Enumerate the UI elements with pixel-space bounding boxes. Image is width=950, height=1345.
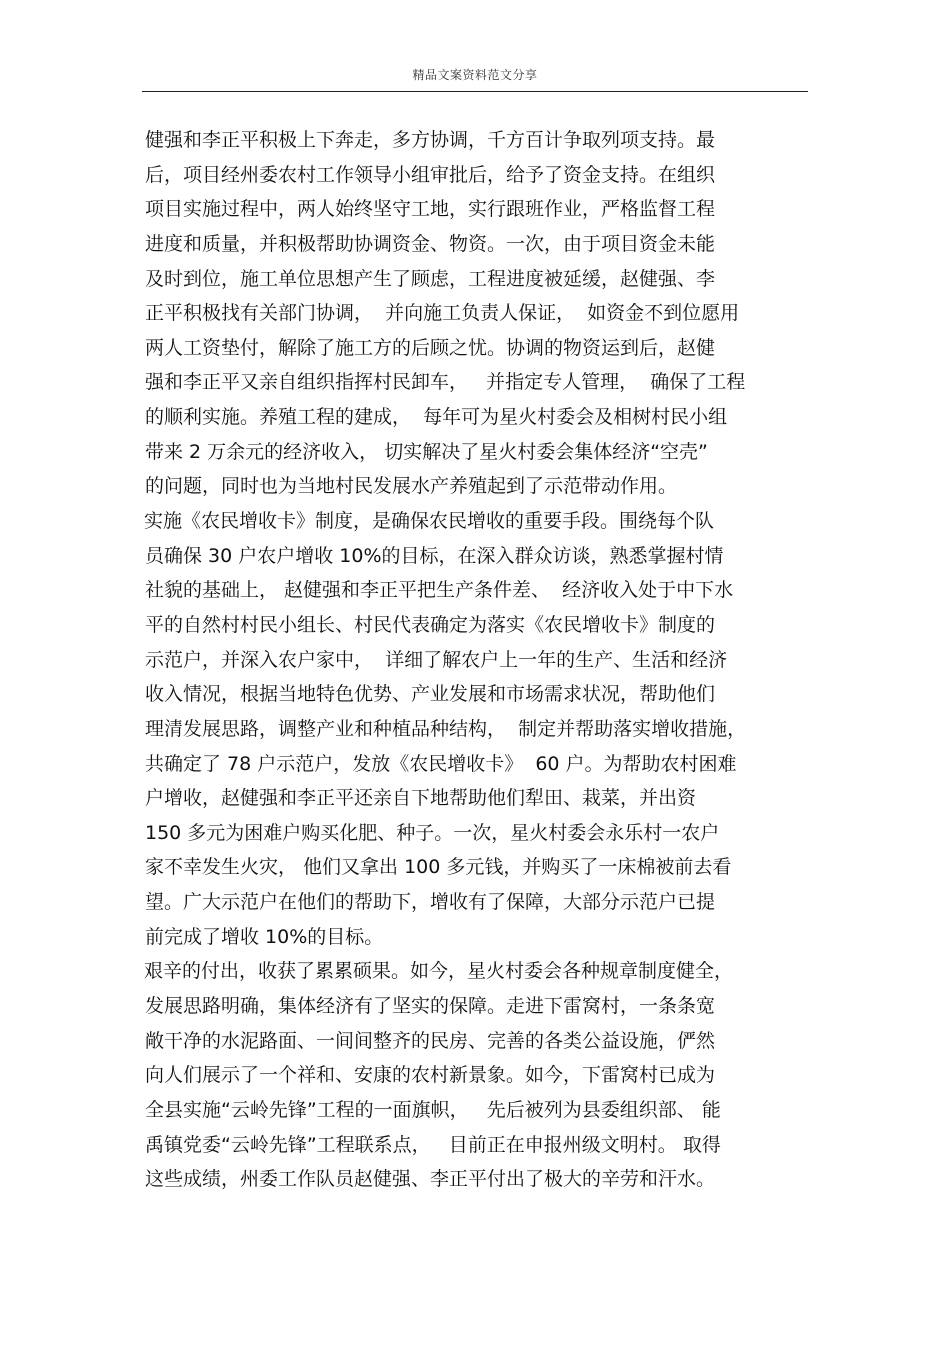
body-text <box>145 123 815 1197</box>
text-line: 家不幸发生火灾， 他们又拿出 100 多元钱，并购买了一床棉被前去看 <box>145 856 732 879</box>
text-line: 示范户，并深入农户家中， 详细了解农户上一年的生产、生活和经济 <box>145 648 728 671</box>
page-header: 精品文案资料范文分享 <box>412 68 538 82</box>
text-line: 全县实施“云岭先锋”工程的一面旗帜， 先后被列为县委组织部、 能 <box>145 1098 721 1121</box>
text-line: 望。广大示范户在他们的帮助下，增收有了保障，大部分示范户已提 <box>145 891 716 914</box>
text-line: 150 多元为困难户购买化肥、种子。一次，星火村委会永乐村一农户 <box>145 821 720 844</box>
text-line: 进度和质量，并积极帮助协调资金、物资。一次，由于项目资金未能 <box>145 232 716 255</box>
text-line: 的问题，同时也为当地村民发展水产养殖起到了示范带动作用。 <box>145 475 678 498</box>
text-line: 户增收，赵健强和李正平还亲自下地帮助他们犁田、栽菜，并出资 <box>145 787 697 810</box>
text-line: 健强和李正平积极上下奔走，多方协调，千方百计争取列项支持。最 <box>145 129 716 151</box>
text-line: 敞干净的水泥路面、一间间整齐的民房、完善的各类公益设施，俨然 <box>145 1029 716 1052</box>
text-line: 理清发展思路，调整产业和种植品种结构， 制定并帮助落实增收措施， <box>145 717 747 740</box>
text-line: 员确保 30 户农户增收 10%的目标，在深入群众访谈，熟悉掌握村情 <box>145 544 724 567</box>
paragraph-start-line: 实施《农民增收卡》制度，是确保农民增收的重要手段。围绕每个队 <box>144 510 715 533</box>
text-line: 前完成了增收 10%的目标。 <box>145 925 384 948</box>
text-line: 这些成绩，州委工作队员赵健强、李正平付出了极大的辛劳和汗水。 <box>145 1168 716 1191</box>
text-line: 共确定了 78 户示范户，发放《农民增收卡》 60 户。为帮助农村困难 <box>145 752 737 775</box>
text-line: 的顺利实施。养殖工程的建成， 每年可为星火村委会及相树村民小组 <box>145 406 728 429</box>
text-line: 后，项目经州委农村工作领导小组审批后，给予了资金支持。在组织 <box>145 163 716 186</box>
text-line: 及时到位，施工单位思想产生了顾虑，工程进度被延缓，赵健强、李 <box>145 267 716 290</box>
header-divider <box>142 91 808 92</box>
text-line: 向人们展示了一个祥和、安康的农村新景象。如今，下雷窝村已成为 <box>145 1064 716 1087</box>
paragraph-start-line: 艰辛的付出，收获了累累硕果。如今，星火村委会各种规章制度健全， <box>144 960 734 983</box>
text-line: 发展思路明确，集体经济有了坚实的保障。走进下雷窝村，一条条宽 <box>145 995 716 1018</box>
text-line: 项目实施过程中，两人始终坚守工地，实行跟班作业，严格监督工程 <box>145 198 716 221</box>
text-line: 平的自然村村民小组长、村民代表确定为落实《农民增收卡》制度的 <box>145 613 716 636</box>
text-line: 社貌的基础上， 赵健强和李正平把生产条件差、 经济收入处于中下水 <box>145 579 734 602</box>
text-line: 正平积极找有关部门协调， 并向施工负责人保证， 如资金不到位愿用 <box>145 302 740 325</box>
text-line: 带来 2 万余元的经济收入， 切实解决了星火村委会集体经济“空壳” <box>145 440 708 463</box>
text-line: 强和李正平又亲自组织指挥村民卸车， 并指定专人管理， 确保了工程 <box>145 371 746 394</box>
text-line: 收入情况，根据当地特色优势、产业发展和市场需求状况，帮助他们 <box>145 683 716 706</box>
text-line: 禹镇党委“云岭先锋”工程联系点， 目前正在申报州级文明村。 取得 <box>145 1133 721 1156</box>
text-line: 两人工资垫付，解除了施工方的后顾之忧。协调的物资运到后，赵健 <box>145 336 716 359</box>
